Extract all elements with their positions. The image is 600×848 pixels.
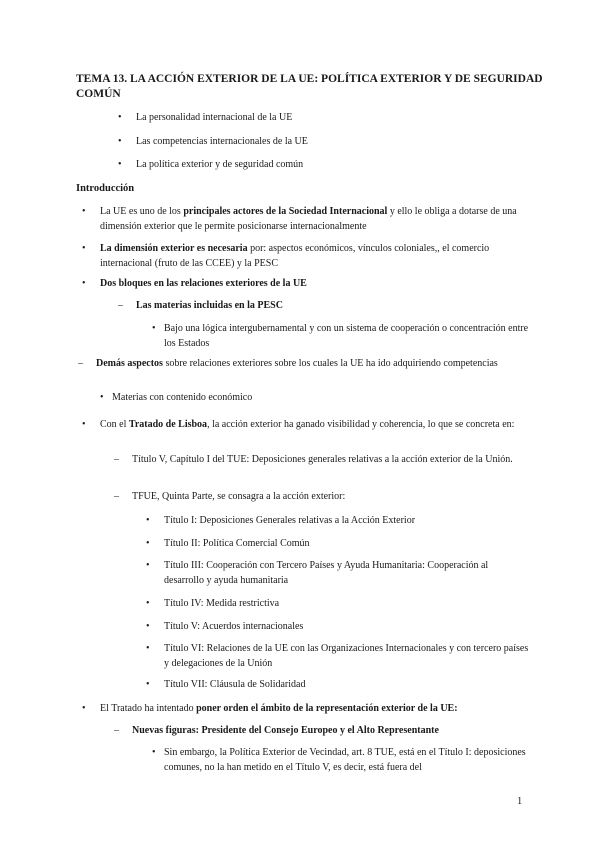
page-title: TEMA 13. LA ACCIÓN EXTERIOR DE LA UE: POLÍTICA EXTERIOR Y DE SEGURIDAD COMÚN — [76, 73, 543, 100]
toc-item: • Las competencias internacionales de la UE — [136, 134, 536, 149]
title-item: • Título VII: Cláusula de Solidaridad — [164, 677, 530, 692]
bullet-item: • La dimensión exterior es necesaria por: aspectos económicos, vínculos coloniales,, el comercio internacional (fruto de las CCEE) y la PESC — [100, 241, 530, 271]
title-item: • Título IV: Medida restrictiva — [164, 596, 530, 611]
bullet-item: • Dos bloques en las relaciones exteriores de la UE — [100, 276, 530, 291]
dash-item: – TFUE, Quinta Parte, se consagra a la acción exterior: — [132, 489, 530, 504]
bullet-item: • El Tratado ha intentado poner orden el ámbito de la representación exterior de la UE: — [100, 701, 530, 716]
toc-item: • La personalidad internacional de la UE — [136, 110, 536, 125]
title-item: • Título I: Deposiciones Generales relativas a la Acción Exterior — [164, 513, 530, 528]
toc-item: • La política exterior y de seguridad común — [136, 157, 536, 172]
bullet-item: • La UE es uno de los principales actores de la Sociedad Internacional y ello le obliga a dotarse de una dimensión exterior que le permite posicionarse internacionalmente — [100, 204, 530, 234]
sub-bullet-item: • Bajo una lógica intergubernamental y con un sistema de cooperación o concentración entre los Estados — [164, 321, 530, 351]
title-item: • Título II: Política Comercial Común — [164, 536, 530, 551]
title-item: • Título V: Acuerdos internacionales — [164, 619, 530, 634]
title-item: • Título VI: Relaciones de la UE con las Organizaciones Internacionales y con tercero países y delegaciones de la Unión — [164, 641, 530, 671]
bullet-item: • Con el Tratado de Lisboa, la acción exterior ha ganado visibilidad y coherencia, lo que se concreta en: — [100, 417, 530, 432]
dash-item: – Título V, Capítulo I del TUE: Deposiciones generales relativas a la acción exterior de la Unión. — [132, 452, 530, 467]
dash-item: – Las materias incluidas en la PESC — [136, 298, 526, 313]
dash-item: – Nuevas figuras: Presidente del Consejo Europeo y el Alto Representante — [132, 723, 530, 738]
sub-bullet-item: • Materias con contenido económico — [112, 390, 512, 405]
section-heading: Introducción — [76, 183, 135, 194]
title-item: • Título III: Cooperación con Tercero Países y Ayuda Humanitaria: Cooperación al desarrollo y ayuda humanitaria — [164, 558, 530, 588]
dash-item: – Demás aspectos sobre relaciones exteriores sobre los cuales la UE ha ido adquiriendo competencias — [96, 356, 530, 371]
page-number: 1 — [517, 796, 523, 807]
sub-bullet-item: • Sin embargo, la Política Exterior de Vecindad, art. 8 TUE, está en el Título I: deposiciones comunes, no la han metido en el Título V, es decir, está fuera del — [164, 745, 530, 775]
